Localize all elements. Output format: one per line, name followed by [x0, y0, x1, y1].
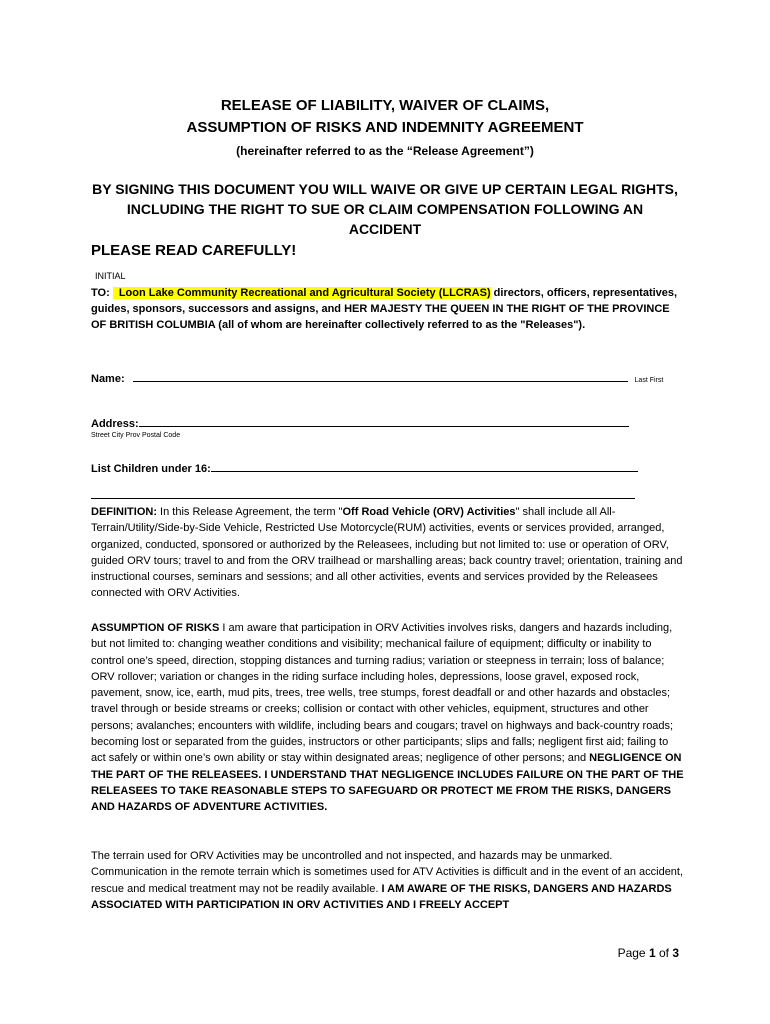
assumption-label: ASSUMPTION OF RISKS	[91, 622, 220, 634]
initial-label: INITIAL	[95, 271, 126, 281]
to-label: TO:	[91, 287, 110, 299]
warning-line-1: BY SIGNING THIS DOCUMENT YOU WILL WAIVE OR GIVE UP CERTAIN LEGAL RIGHTS,	[92, 181, 678, 197]
page-label: Page	[617, 946, 649, 960]
separator-line	[91, 498, 635, 499]
terrain-text: The terrain used for ORV Activities may be uncontrolled and not inspected, and hazards may be unmarked. Communication in the remote terrain which is sometimes used for ATV Activities is difficult and in the event of an accident, rescue and medical treatment may not be readily available.	[91, 850, 684, 895]
title-line-1: RELEASE OF LIABILITY, WAIVER OF CLAIMS,	[220, 97, 550, 114]
definition-text-2: " shall include all All-Terrain/Utility/Side-by-Side Vehicle, Restricted Use Motorcycle(RUM) activities, events or services provided, arranged, organized, conducted, sponsored or authorized by the Releasees, including but not limited to: use or operation of ORV, guided ORV tours; travel to and from the ORV trailhead or marshalling areas; back country travel; orientation, training and instructional courses, seminars and sessions; and all other activities, events and services provided by the Releasees connected with ORV Activities.	[91, 506, 683, 600]
terrain-paragraph	[91, 848, 685, 913]
assumption-negligence: NEGLIGENCE ON THE PART OF THE RELEASEES. I UNDERSTAND THAT NEGLIGENCE INCLUDES FAILURE ON THE PART OF THE RELEASEES TO TAKE REASONABLE STEPS TO SAFEGUARD OR PROTECT ME FROM THE RISKS, DANGERS AND HAZARDS OF ADVENTURE ACTIVITIES.	[91, 752, 684, 814]
warning-line-2: INCLUDING THE RIGHT TO SUE OR CLAIM COMPENSATION FOLLOWING AN	[126, 201, 644, 217]
definition-text: In this Release Agreement, the term "	[157, 506, 343, 518]
name-hint: Last First	[634, 377, 664, 384]
document-title	[0, 95, 770, 139]
releasees-text: directors, officers, representatives, guides, sponsors, successors and assigns, and HER MAJESTY THE QUEEN IN THE RIGHT OF THE PROVINCE OF BRITISH COLUMBIA (all of whom are hereinafter collectively referred to as the "Releases").	[91, 287, 678, 331]
address-line[interactable]	[139, 426, 629, 427]
children-label: List Children under 16:	[91, 463, 211, 475]
page-of: of	[655, 946, 673, 960]
orv-term: Off Road Vehicle (ORV) Activities	[342, 506, 516, 518]
title-line-2: ASSUMPTION OF RISKS AND INDEMNITY AGREEMENT	[186, 119, 584, 136]
name-field[interactable]	[91, 369, 685, 387]
page-current: 1	[648, 946, 656, 960]
releasees-paragraph	[91, 285, 685, 333]
name-line[interactable]	[133, 381, 628, 382]
document-subtitle: (hereinafter referred to as the “Release Agreement”)	[236, 144, 534, 158]
definition-label: DEFINITION:	[91, 506, 157, 518]
legal-warning	[0, 179, 770, 239]
terrain-bold: I AM AWARE OF THE RISKS, DANGERS AND HAZARDS ASSOCIATED WITH PARTICIPATION IN ORV ACTIVITIES AND I FREELY ACCEPT	[91, 882, 672, 911]
children-line[interactable]	[211, 471, 638, 472]
definition-paragraph	[91, 504, 685, 602]
address-hint: Street City Prov Postal Code	[91, 432, 181, 439]
address-label: Address:	[91, 418, 139, 430]
page-total: 3	[672, 946, 679, 960]
address-field[interactable]	[91, 414, 685, 432]
assumption-paragraph	[91, 620, 685, 816]
warning-line-3: ACCIDENT	[348, 221, 422, 237]
name-label: Name:	[91, 373, 125, 385]
organization-name: Loon Lake Community Recreational and Agricultural Society (LLCRAS)	[113, 287, 491, 299]
please-read-heading: PLEASE READ CAREFULLY!	[91, 242, 297, 259]
assumption-text: I am aware that participation in ORV Activities involves risks, dangers and hazards including, but not limited to: changing weather conditions and visibility; mechanical failure of equipment; difficulty or inability to control one’s speed, direction, stopping distances and turning radius; variation or steepness in terrain; loss of balance; ORV rollover; variation or changes in the riding surface including holes, depressions, loose gravel, exposed rock, pavement, snow, ice, earth, mud pits, trees, tree wells, tree stumps, forest deadfall or and other hazards and obstacles; travel through or beside streams or creeks; collision or contact with other vehicles, equipment, structures and other persons; avalanches; encounters with wildlife, including bears and cougars; travel on highways and back-country roads; becoming lost or separated from the guides, instructors or other participants; slips and falls; negligent first aid; failing to act safely or within one’s own ability or stay within designated areas; negligence of other persons; and	[91, 622, 674, 765]
children-field[interactable]	[91, 459, 685, 477]
page-number	[618, 945, 679, 961]
